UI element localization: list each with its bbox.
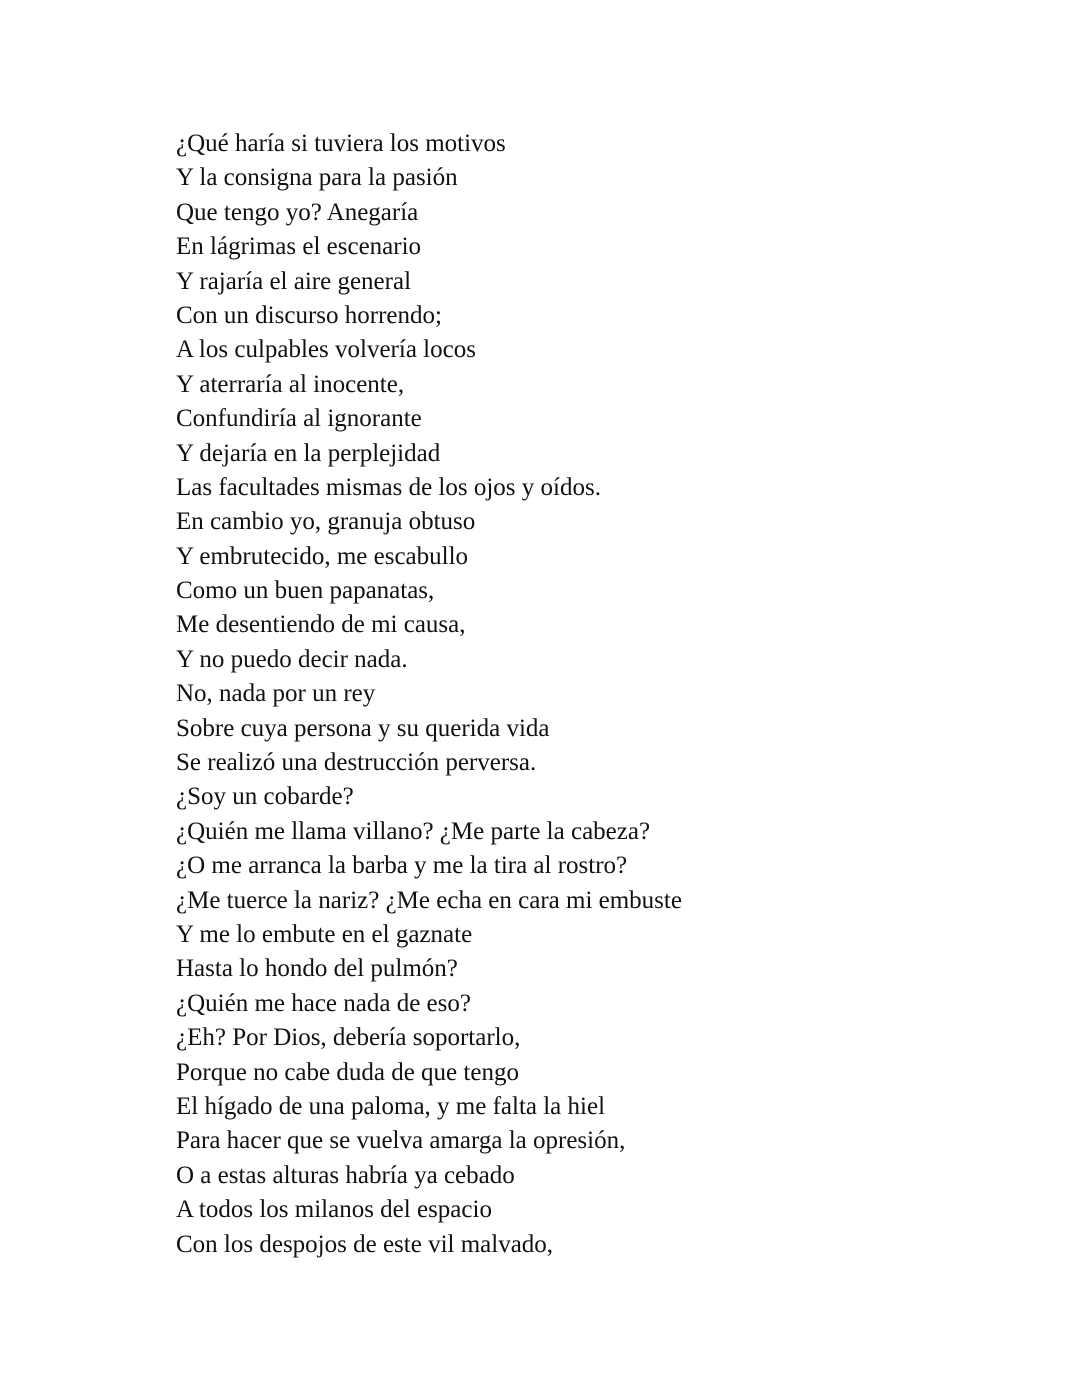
poem-text	[176, 127, 682, 1262]
poem-line: Sobre cuya persona y su querida vida	[176, 714, 550, 742]
poem-line: ¿O me arranca la barba y me la tira al rostro?	[176, 852, 628, 880]
poem-line: Y embrutecido, me escabullo	[176, 542, 469, 570]
poem-line: Y rajaría el aire general	[176, 267, 412, 295]
poem-line: A todos los milanos del espacio	[176, 1196, 492, 1224]
poem-line: ¿Me tuerce la nariz? ¿Me echa en cara mi embuste	[176, 886, 682, 914]
poem-line: Y la consigna para la pasión	[176, 164, 458, 192]
poem-line: ¿Quién me llama villano? ¿Me parte la cabeza?	[176, 817, 651, 845]
poem-line: ¿Quién me hace nada de eso?	[176, 989, 471, 1017]
poem-line: En cambio yo, granuja obtuso	[176, 508, 476, 536]
poem-line: Me desentiendo de mi causa,	[176, 611, 466, 639]
poem-line: No, nada por un rey	[176, 680, 376, 708]
poem-line: A los culpables volvería locos	[176, 336, 476, 364]
poem-line: El hígado de una paloma, y me falta la hiel	[176, 1092, 606, 1120]
poem-line: Hasta lo hondo del pulmón?	[176, 955, 458, 983]
poem-line: Para hacer que se vuelva amarga la opresión,	[176, 1127, 626, 1155]
poem-line: Y no puedo decir nada.	[176, 645, 408, 673]
poem-line: Con los despojos de este vil malvado,	[176, 1230, 554, 1258]
poem-line: Las facultades mismas de los ojos y oídos.	[176, 473, 601, 501]
poem-line: ¿Soy un cobarde?	[176, 783, 354, 811]
poem-line: Porque no cabe duda de que tengo	[176, 1058, 519, 1086]
poem-line: ¿Eh? Por Dios, debería soportarlo,	[176, 1024, 521, 1052]
poem-line: Y dejaría en la perplejidad	[176, 439, 441, 467]
poem-line: Confundiría al ignorante	[176, 405, 422, 433]
poem-line: En lágrimas el escenario	[176, 233, 422, 261]
poem-line: Que tengo yo? Anegaría	[176, 198, 419, 226]
poem-line: Con un discurso horrendo;	[176, 301, 442, 329]
poem-line: Y aterraría al inocente,	[176, 370, 405, 398]
poem-line: ¿Qué haría si tuviera los motivos	[176, 130, 506, 157]
poem-line: Como un buen papanatas,	[176, 577, 435, 605]
poem-line: O a estas alturas habría ya cebado	[176, 1161, 515, 1189]
poem-line: Y me lo embute en el gaznate	[176, 920, 473, 948]
poem-line: Se realizó una destrucción perversa.	[176, 749, 537, 777]
